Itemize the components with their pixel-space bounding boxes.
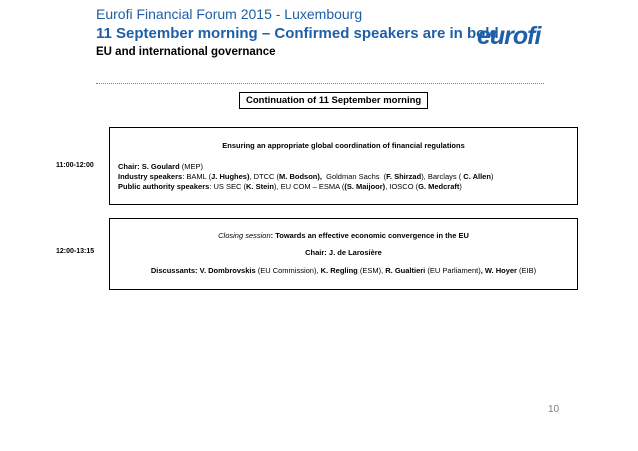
page-number: 10 (548, 404, 560, 415)
page-heading: 11 September morning – Confirmed speakers are in bold (96, 25, 499, 42)
industry-speakers-line: Industry speakers: BAML (J. Hughes), DTCC (M. Bodson), Goldman Sachs (F. Shirzad), Barclays ( C. Allen) (118, 172, 494, 181)
chair-name: S. Goulard (141, 162, 180, 171)
closing-session-title: Closing session: Towards an effective economic convergence in the EU (218, 231, 469, 240)
session-time: 11:00-12:00 (56, 162, 94, 169)
header-divider (96, 83, 544, 84)
chair-line: Chair: S. Goulard (MEP) (118, 162, 204, 171)
eurofi-logo: eurofi (477, 22, 541, 50)
continuation-label: Continuation of 11 September morning (239, 92, 428, 109)
session-time: 12:00-13:15 (56, 248, 95, 255)
closing-session-box (109, 218, 578, 290)
discussants-line: Discussants: V. Dombrovskis (EU Commission), K. Regling (ESM), R. Gualtieri (EU Parliament), W. Hoyer (EIB) (150, 266, 537, 275)
forum-title: Eurofi Financial Forum 2015 - Luxembourg (96, 6, 363, 22)
session-title: Ensuring an appropriate global coordination of financial regulations (222, 141, 465, 150)
section-heading: EU and international governance (96, 46, 276, 58)
closing-chair: Chair: J. de Larosière (305, 248, 382, 257)
session-box (109, 127, 578, 205)
public-authority-speakers-line: Public authority speakers: US SEC (K. Stein), EU COM – ESMA ((S. Maijoor), IOSCO (G. Medcraft) (118, 182, 462, 191)
